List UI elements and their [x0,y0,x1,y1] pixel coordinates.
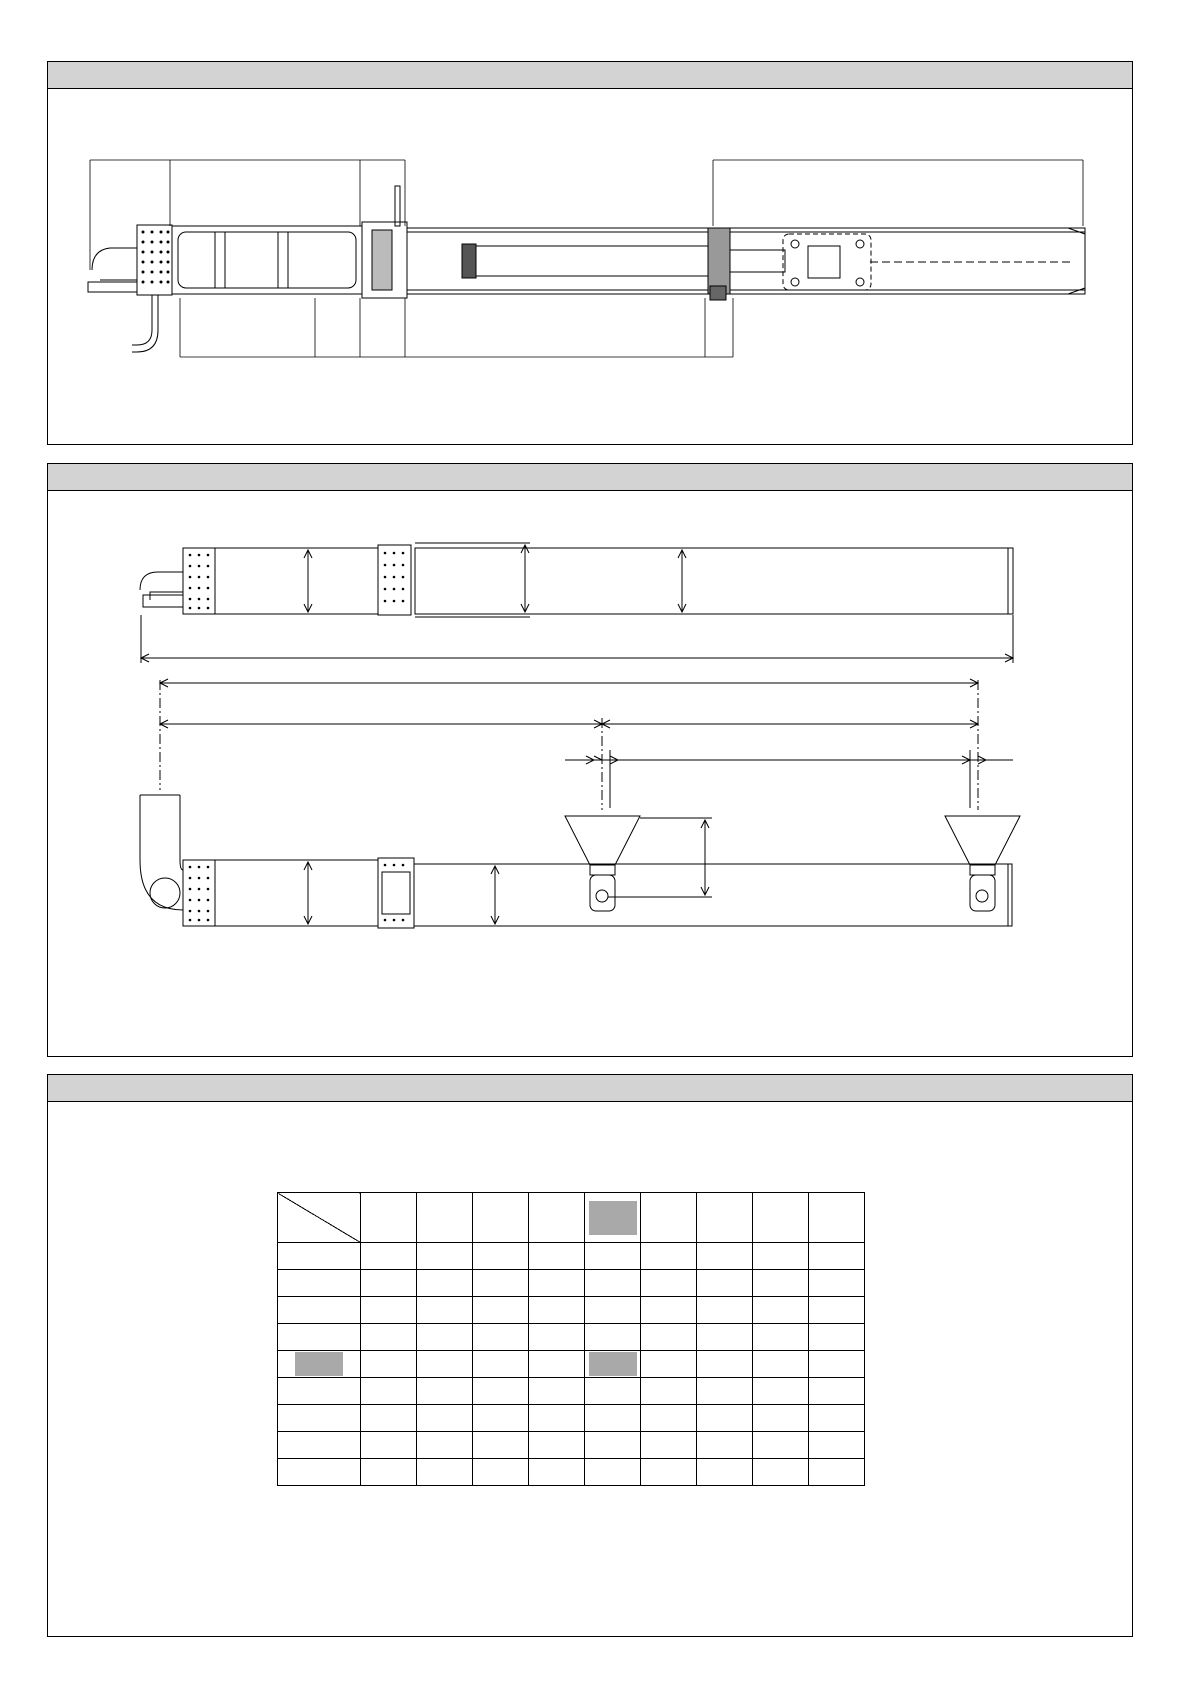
table-row [278,1405,865,1432]
dashed-clamp [783,234,871,290]
header-cell [529,1193,585,1243]
motor-body [172,226,362,294]
top-dimension-view [140,543,1013,663]
shaded-block [589,1201,637,1235]
table-row [278,1432,865,1459]
table-row [278,1324,865,1351]
funnel-right [945,816,1020,865]
table-row [278,1351,865,1378]
cell-highlighted [585,1351,641,1378]
perforation-dots [142,231,170,284]
header-cell-highlighted [585,1193,641,1243]
funnel-left [565,816,640,865]
table-header-row [278,1193,865,1243]
pointer [395,186,400,226]
header-cell [697,1193,753,1243]
header-cell [361,1193,417,1243]
row-label-highlighted [278,1351,361,1378]
bottom-dimension-view [140,679,1020,928]
table-row [278,1297,865,1324]
data-table [277,1192,865,1486]
pump-tube [407,228,1085,294]
header-cell [753,1193,809,1243]
cross-section-drawing [88,160,1085,357]
shaded-block [589,1352,637,1376]
header-cell [417,1193,473,1243]
elbow-pipe [88,248,137,292]
corner-cell [278,1193,361,1243]
header-cell [641,1193,697,1243]
shaded-block [295,1352,343,1376]
table-row [278,1459,865,1486]
header-cell [809,1193,865,1243]
header-cell [473,1193,529,1243]
cable [132,295,158,352]
table-row [278,1270,865,1297]
motor-end-cap [137,225,172,295]
table-row [278,1378,865,1405]
table-row [278,1243,865,1270]
elbow [140,572,183,600]
